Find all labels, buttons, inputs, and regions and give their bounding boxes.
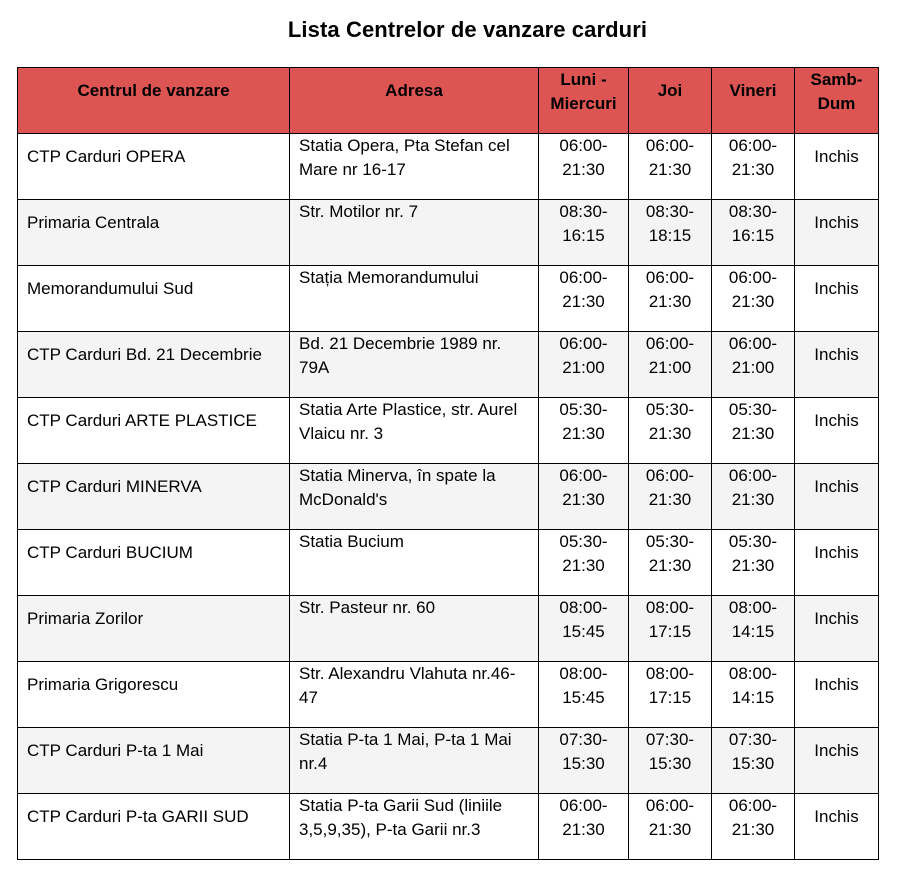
fri-close: 21:30: [731, 490, 775, 509]
mon-wed-hours-cell: [539, 266, 629, 332]
thu-hours-cell: [629, 398, 712, 464]
mon-wed-close: 21:30: [562, 292, 605, 311]
table-row: [18, 596, 879, 662]
thu-open: 06:00-: [645, 136, 695, 155]
fri-open: 06:00-: [728, 268, 778, 287]
address-cell: Statia Minerva, în spate la McDonald's: [290, 464, 539, 530]
fri-open: 05:30-: [728, 532, 778, 551]
fri-hours-cell: [712, 332, 795, 398]
header-address: Adresa: [290, 68, 539, 134]
center-name: Primaria Zorilor: [27, 609, 144, 628]
thu-open: 06:00-: [645, 334, 695, 353]
center-name: Primaria Grigorescu: [27, 675, 179, 694]
address-cell: Statia P-ta 1 Mai, P-ta 1 Mai nr.4: [290, 728, 539, 794]
fri-close: 21:30: [731, 292, 775, 311]
center-name-cell: [18, 266, 290, 332]
thu-hours-cell: [629, 200, 712, 266]
fri-close: 21:00: [731, 358, 775, 377]
header-weekend-line1: Samb-: [810, 70, 863, 89]
fri-open: 06:00-: [728, 334, 778, 353]
center-name-cell: [18, 662, 290, 728]
thu-close: 21:30: [648, 424, 692, 443]
page-title: Lista Centrelor de vanzare carduri: [287, 17, 648, 42]
thu-close: 21:30: [648, 556, 692, 575]
address-cell: Stația Memorandumului: [290, 266, 539, 332]
mon-wed-open: 05:30-: [559, 400, 608, 419]
weekend-hours-cell: [795, 596, 879, 662]
mon-wed-open: 07:30-: [559, 730, 608, 749]
mon-wed-hours-cell: [539, 530, 629, 596]
fri-open: 07:30-: [728, 730, 778, 749]
fri-hours-cell: [712, 596, 795, 662]
mon-wed-hours-cell: [539, 200, 629, 266]
weekend-hours-cell: [795, 794, 879, 860]
mon-wed-hours-cell: [539, 464, 629, 530]
fri-close: 21:30: [731, 424, 775, 443]
fri-close: 14:15: [731, 688, 775, 707]
thu-close: 18:15: [648, 226, 692, 245]
fri-open: 06:00-: [728, 466, 778, 485]
fri-hours-cell: [712, 662, 795, 728]
header-mon-wed-line2: Miercuri: [550, 94, 617, 113]
table-row: [18, 398, 879, 464]
mon-wed-open: 05:30-: [559, 532, 608, 551]
address-cell: Str. Pasteur nr. 60: [290, 596, 539, 662]
weekend-hours-cell: [795, 134, 879, 200]
center-name-cell: [18, 134, 290, 200]
fri-close: 21:30: [731, 820, 775, 839]
thu-hours-cell: [629, 728, 712, 794]
header-mon-wed: [539, 68, 629, 134]
header-weekend-line2: Dum: [817, 94, 856, 113]
address-cell: Str. Motilor nr. 7: [290, 200, 539, 266]
center-name-cell: [18, 530, 290, 596]
center-name: Memorandumului Sud: [27, 279, 194, 298]
table-row: [18, 332, 879, 398]
center-name-cell: [18, 398, 290, 464]
weekend-status: Inchis: [814, 147, 859, 166]
mon-wed-close: 16:15: [562, 226, 605, 245]
mon-wed-open: 06:00-: [559, 466, 608, 485]
fri-open: 08:30-: [728, 202, 778, 221]
sales-centers-table: [17, 67, 879, 860]
center-name-cell: [18, 464, 290, 530]
weekend-status: Inchis: [814, 345, 859, 364]
mon-wed-open: 08:00-: [559, 598, 608, 617]
center-name: CTP Carduri P-ta 1 Mai: [27, 741, 204, 760]
weekend-hours-cell: [795, 332, 879, 398]
fri-open: 08:00-: [728, 598, 778, 617]
center-name: CTP Carduri ARTE PLASTICE: [27, 411, 257, 430]
fri-hours-cell: [712, 464, 795, 530]
fri-hours-cell: [712, 530, 795, 596]
fri-close: 15:30: [731, 754, 775, 773]
address-cell: Statia P-ta Garii Sud (liniile 3,5,9,35), P-ta Garii nr.3: [290, 794, 539, 860]
weekend-status: Inchis: [814, 675, 859, 694]
weekend-hours-cell: [795, 662, 879, 728]
thu-hours-cell: [629, 464, 712, 530]
thu-open: 06:00-: [645, 466, 695, 485]
header-fri: Vineri: [712, 68, 795, 134]
weekend-hours-cell: [795, 728, 879, 794]
header-weekend: [795, 68, 879, 134]
thu-open: 08:30-: [645, 202, 695, 221]
weekend-status: Inchis: [814, 543, 859, 562]
fri-hours-cell: [712, 728, 795, 794]
header-thu: Joi: [629, 68, 712, 134]
fri-hours-cell: [712, 134, 795, 200]
fri-hours-cell: [712, 794, 795, 860]
mon-wed-open: 06:00-: [559, 334, 608, 353]
weekend-status: Inchis: [814, 807, 859, 826]
center-name: CTP Carduri MINERVA: [27, 477, 202, 496]
center-name: CTP Carduri P-ta GARII SUD: [27, 807, 249, 826]
table-row: [18, 728, 879, 794]
fri-hours-cell: [712, 200, 795, 266]
fri-open: 06:00-: [728, 796, 778, 815]
weekend-hours-cell: [795, 530, 879, 596]
address-cell: Bd. 21 Decembrie 1989 nr. 79A: [290, 332, 539, 398]
weekend-hours-cell: [795, 398, 879, 464]
address-cell: Statia Opera, Pta Stefan cel Mare nr 16-17: [290, 134, 539, 200]
mon-wed-hours-cell: [539, 794, 629, 860]
thu-open: 08:00-: [645, 664, 695, 683]
header-center: Centrul de vanzare: [18, 68, 290, 134]
mon-wed-open: 08:30-: [559, 202, 608, 221]
mon-wed-open: 06:00-: [559, 268, 608, 287]
mon-wed-hours-cell: [539, 596, 629, 662]
center-name-cell: [18, 200, 290, 266]
weekend-status: Inchis: [814, 609, 859, 628]
thu-hours-cell: [629, 266, 712, 332]
address-cell: Str. Alexandru Vlahuta nr.46-47: [290, 662, 539, 728]
center-name: CTP Carduri OPERA: [27, 147, 186, 166]
mon-wed-open: 06:00-: [559, 136, 608, 155]
mon-wed-close: 21:30: [562, 556, 605, 575]
thu-open: 06:00-: [645, 268, 695, 287]
mon-wed-close: 21:30: [562, 424, 605, 443]
center-name: CTP Carduri Bd. 21 Decembrie: [27, 345, 262, 364]
weekend-status: Inchis: [814, 477, 859, 496]
thu-close: 21:30: [648, 292, 692, 311]
mon-wed-hours-cell: [539, 728, 629, 794]
thu-close: 21:30: [648, 820, 692, 839]
mon-wed-open: 06:00-: [559, 796, 608, 815]
thu-hours-cell: [629, 596, 712, 662]
mon-wed-close: 21:00: [562, 358, 605, 377]
weekend-hours-cell: [795, 200, 879, 266]
thu-close: 17:15: [648, 622, 692, 641]
fri-hours-cell: [712, 266, 795, 332]
weekend-status: Inchis: [814, 213, 859, 232]
thu-open: 06:00-: [645, 796, 695, 815]
table-row: [18, 530, 879, 596]
header-mon-wed-line1: Luni -: [560, 70, 607, 89]
thu-close: 15:30: [648, 754, 692, 773]
mon-wed-open: 08:00-: [559, 664, 608, 683]
center-name: CTP Carduri BUCIUM: [27, 543, 193, 562]
table-row: [18, 134, 879, 200]
fri-open: 08:00-: [728, 664, 778, 683]
table-row: [18, 266, 879, 332]
weekend-status: Inchis: [814, 279, 859, 298]
center-name: Primaria Centrala: [27, 213, 160, 232]
table-header-row: [18, 68, 879, 134]
fri-close: 21:30: [731, 556, 775, 575]
address-cell: Statia Bucium: [290, 530, 539, 596]
mon-wed-close: 21:30: [562, 160, 605, 179]
thu-open: 05:30-: [645, 532, 695, 551]
thu-hours-cell: [629, 332, 712, 398]
center-name-cell: [18, 596, 290, 662]
thu-open: 05:30-: [645, 400, 695, 419]
table-row: [18, 200, 879, 266]
center-name-cell: [18, 728, 290, 794]
center-name-cell: [18, 332, 290, 398]
fri-open: 06:00-: [728, 136, 778, 155]
weekend-status: Inchis: [814, 741, 859, 760]
center-name-cell: [18, 794, 290, 860]
mon-wed-hours-cell: [539, 134, 629, 200]
weekend-hours-cell: [795, 464, 879, 530]
mon-wed-hours-cell: [539, 662, 629, 728]
thu-open: 08:00-: [645, 598, 695, 617]
mon-wed-hours-cell: [539, 332, 629, 398]
table-row: [18, 662, 879, 728]
thu-close: 21:00: [648, 358, 692, 377]
mon-wed-close: 15:45: [562, 622, 605, 641]
thu-hours-cell: [629, 794, 712, 860]
thu-close: 21:30: [648, 490, 692, 509]
weekend-status: Inchis: [814, 411, 859, 430]
fri-hours-cell: [712, 398, 795, 464]
weekend-hours-cell: [795, 266, 879, 332]
address-cell: Statia Arte Plastice, str. Aurel Vlaicu nr. 3: [290, 398, 539, 464]
table-row: [18, 464, 879, 530]
fri-close: 14:15: [731, 622, 775, 641]
thu-hours-cell: [629, 662, 712, 728]
thu-close: 17:15: [648, 688, 692, 707]
thu-close: 21:30: [648, 160, 692, 179]
thu-hours-cell: [629, 134, 712, 200]
table-body: [18, 134, 879, 860]
mon-wed-close: 15:30: [562, 754, 605, 773]
fri-open: 05:30-: [728, 400, 778, 419]
fri-close: 16:15: [731, 226, 775, 245]
thu-open: 07:30-: [645, 730, 695, 749]
mon-wed-close: 21:30: [562, 820, 605, 839]
table-row: [18, 794, 879, 860]
mon-wed-close: 21:30: [562, 490, 605, 509]
mon-wed-close: 15:45: [562, 688, 605, 707]
thu-hours-cell: [629, 530, 712, 596]
mon-wed-hours-cell: [539, 398, 629, 464]
fri-close: 21:30: [731, 160, 775, 179]
